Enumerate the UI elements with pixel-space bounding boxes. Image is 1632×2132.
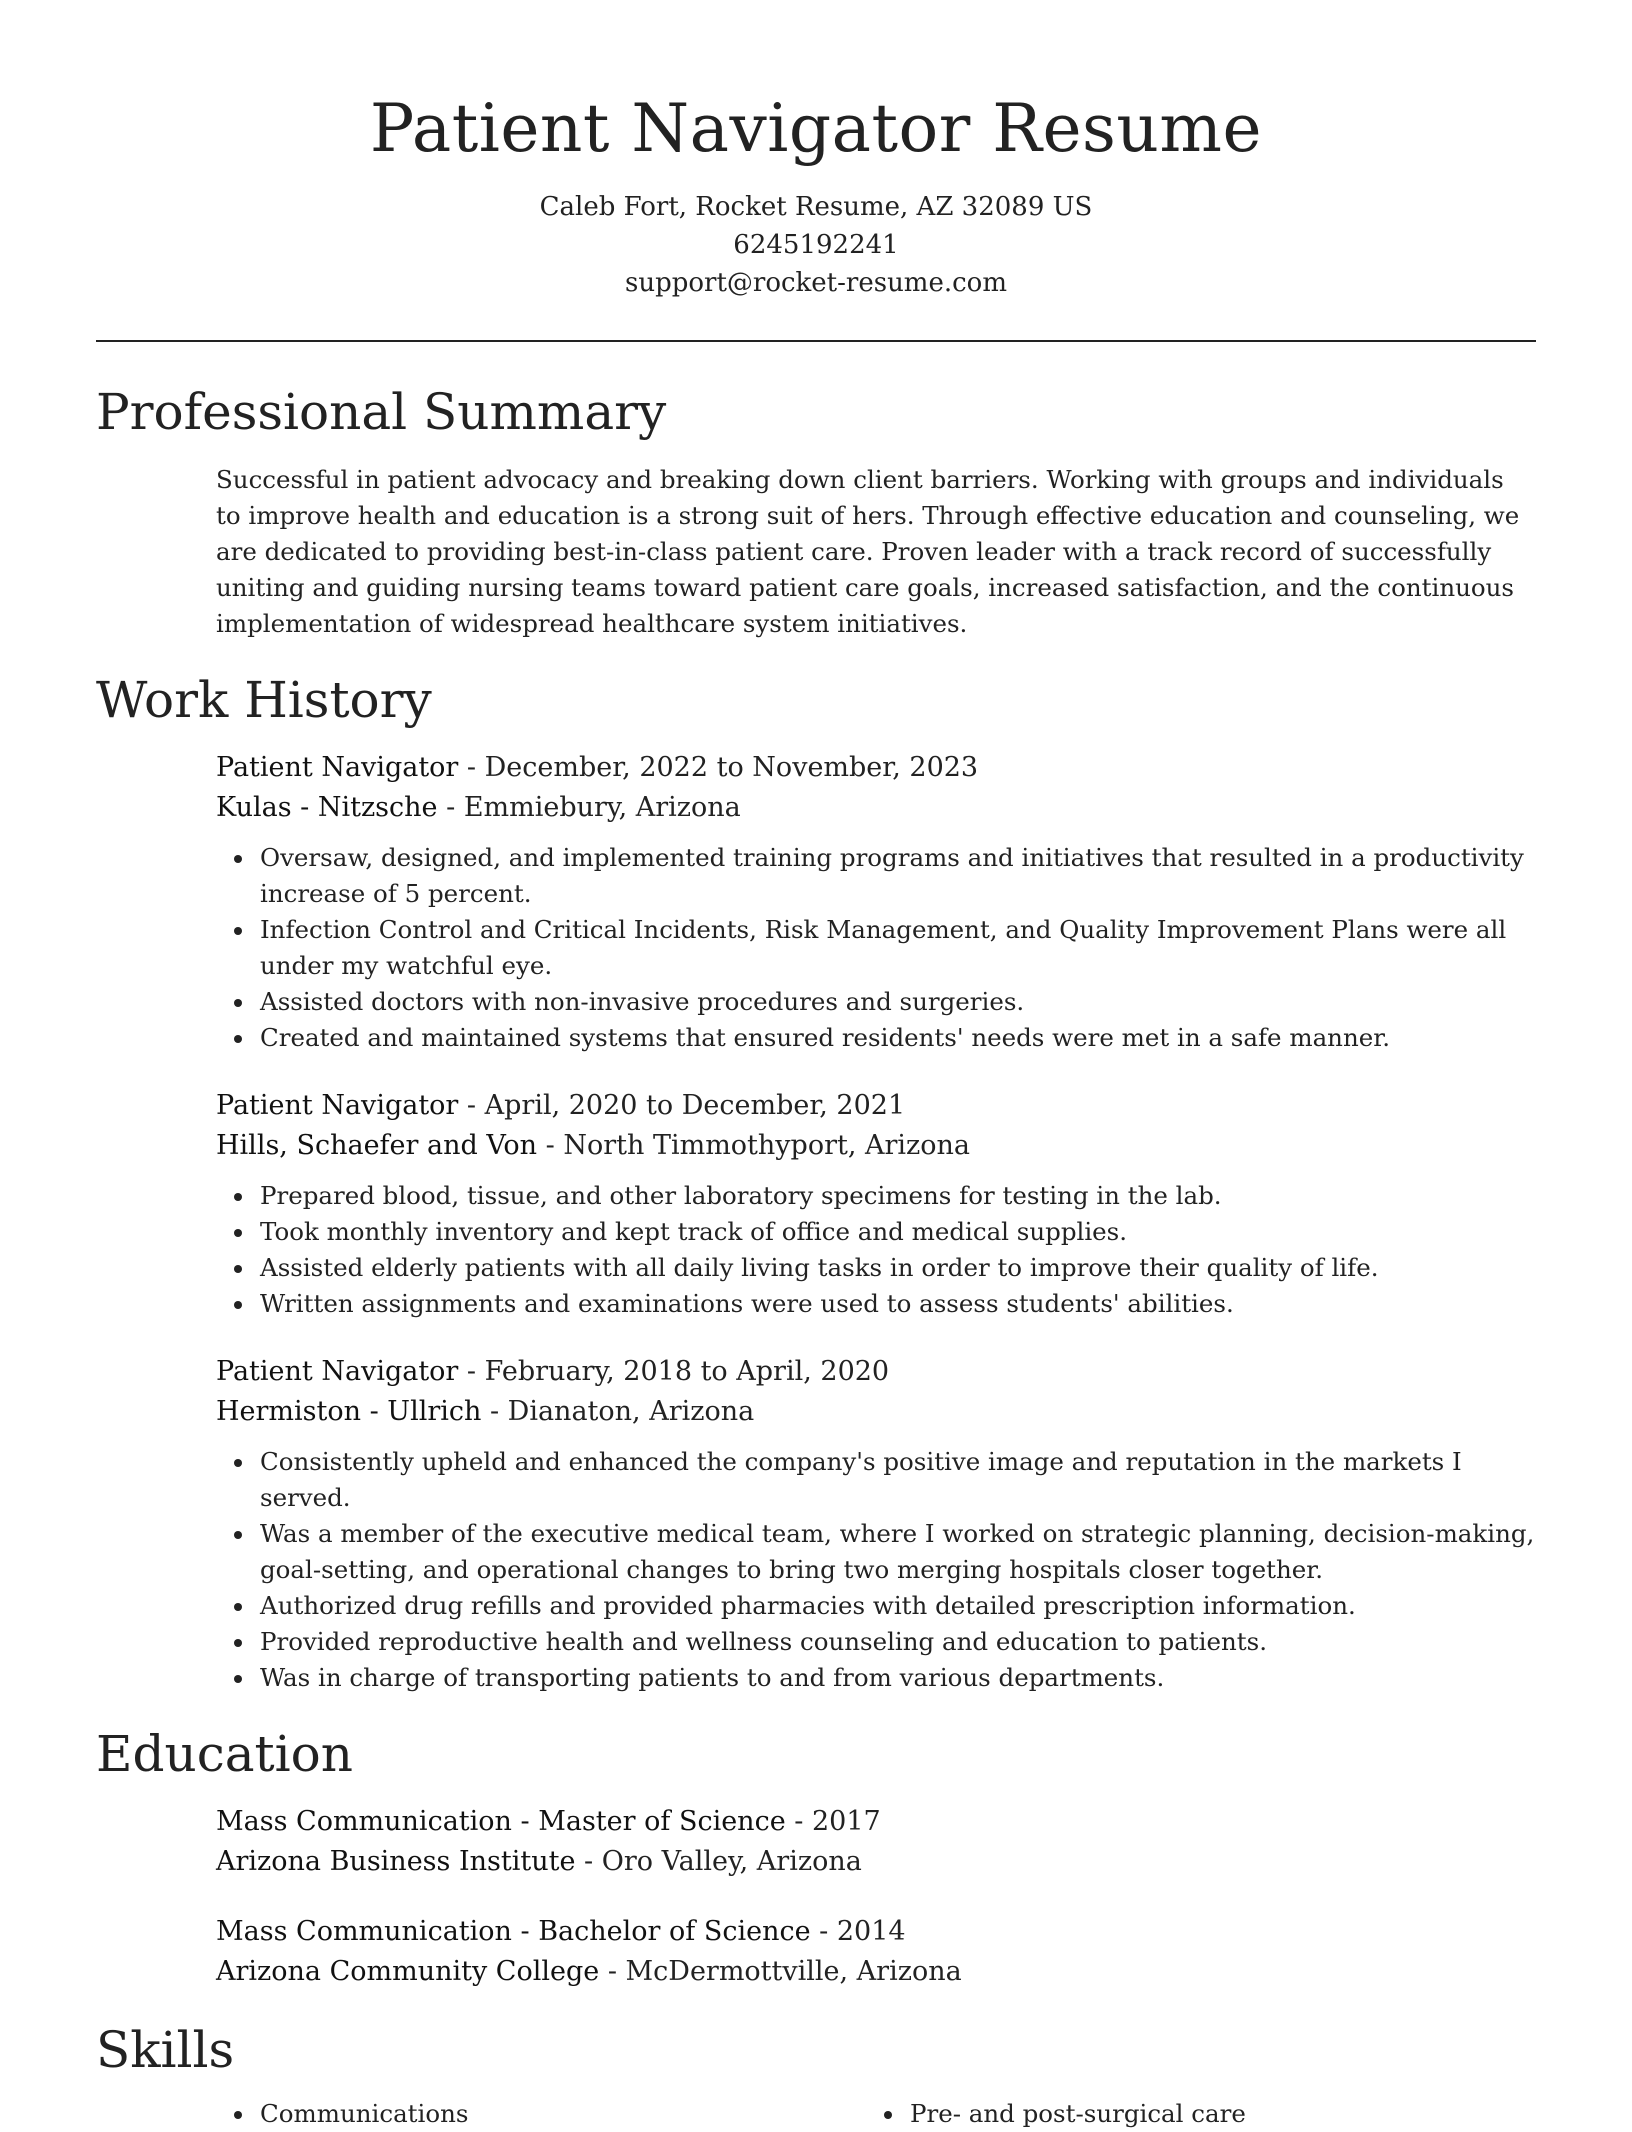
job-company: Hills, Schaefer and Von xyxy=(216,1130,538,1161)
education-entry xyxy=(216,1802,1536,1882)
job-location: - North Timmothyport, Arizona xyxy=(537,1130,971,1161)
job-bullet: Created and maintained systems that ensured residents' needs were met in a safe manner. xyxy=(260,1020,1536,1056)
job-title: Patient Navigator xyxy=(216,1356,459,1387)
school-line xyxy=(216,1842,1536,1882)
school: Arizona Business Institute xyxy=(216,1846,576,1877)
skills-list xyxy=(216,2096,1536,2132)
job-bullets xyxy=(216,1444,1536,1696)
job-company-line xyxy=(216,1392,1536,1432)
job-bullet: Assisted doctors with non-invasive procedures and surgeries. xyxy=(260,984,1536,1020)
job-entry xyxy=(216,1086,1536,1322)
education-entry xyxy=(216,1912,1536,1992)
job-bullets xyxy=(216,840,1536,1056)
job-company: Kulas - Nitzsche xyxy=(216,792,438,823)
job-bullets xyxy=(216,1178,1536,1322)
job-bullet: Prepared blood, tissue, and other laboratory specimens for testing in the lab. xyxy=(260,1178,1536,1214)
job-dates: - April, 2020 to December, 2021 xyxy=(458,1090,906,1121)
job-location: - Emmiebury, Arizona xyxy=(437,792,741,823)
job-entry xyxy=(216,1352,1536,1696)
degree-year: - 2017 xyxy=(785,1806,881,1837)
skills-heading: Skills xyxy=(96,2021,235,2079)
job-bullet: Assisted elderly patients with all daily living tasks in order to improve their quality of life. xyxy=(260,1250,1536,1286)
job-dates: - December, 2022 to November, 2023 xyxy=(458,752,979,783)
job-bullet: Oversaw, designed, and implemented training programs and initiatives that resulted in a productivity increase of 5 percent. xyxy=(260,840,1536,912)
job-dates: - February, 2018 to April, 2020 xyxy=(458,1356,890,1387)
job-title: Patient Navigator xyxy=(216,1090,459,1121)
job-bullet: Took monthly inventory and kept track of office and medical supplies. xyxy=(260,1214,1536,1250)
resume-title: Patient Navigator Resume xyxy=(369,90,1263,167)
school-location: - McDermottville, Arizona xyxy=(599,1956,962,1987)
job-bullet: Consistently upheld and enhanced the company's positive image and reputation in the markets I served. xyxy=(260,1444,1536,1516)
job-location: - Dianaton, Arizona xyxy=(481,1396,755,1427)
header-divider xyxy=(96,340,1536,342)
contact-address: Caleb Fort, Rocket Resume, AZ 32089 US xyxy=(539,192,1093,222)
degree-year: - 2014 xyxy=(810,1916,906,1947)
degree: Mass Communication - Bachelor of Science xyxy=(216,1916,811,1947)
job-bullet: Written assignments and examinations were used to assess students' abilities. xyxy=(260,1286,1536,1322)
degree-line xyxy=(216,1912,1536,1952)
job-company-line xyxy=(216,1126,1536,1166)
degree: Mass Communication - Master of Science xyxy=(216,1806,786,1837)
job-entry xyxy=(216,748,1536,1056)
contact-phone: 6245192241 xyxy=(733,230,899,260)
contact-email: support@rocket-resume.com xyxy=(624,268,1007,298)
summary-heading: Professional Summary xyxy=(96,383,667,441)
job-title: Patient Navigator xyxy=(216,752,459,783)
school-location: - Oro Valley, Arizona xyxy=(575,1846,862,1877)
job-bullet: Was in charge of transporting patients to and from various departments. xyxy=(260,1660,1536,1696)
resume-page xyxy=(96,0,1536,2132)
job-bullet: Authorized drug refills and provided pharmacies with detailed prescription information. xyxy=(260,1588,1536,1624)
contact-info xyxy=(96,188,1536,302)
skill-item: Pre- and post-surgical care xyxy=(910,2096,1516,2132)
work-history-heading: Work History xyxy=(96,671,432,729)
school: Arizona Community College xyxy=(216,1956,600,1987)
job-bullet: Was a member of the executive medical team, where I worked on strategic planning, decision-making, goal-setting, and operational changes to bring two merging hospitals closer together. xyxy=(260,1516,1536,1588)
summary-text: Successful in patient advocacy and breaking down client barriers. Working with groups and individuals to improve health and education is a strong suit of hers. Through effective education and counseling, we are dedicated to providing best-in-class patient care. Proven leader with a track record of successfully uniting and guiding nursing teams toward patient care goals, increased satisfaction, and the continuous implementation of widespread healthcare system initiatives. xyxy=(216,465,1520,638)
job-title-line xyxy=(216,1352,1536,1392)
skills-column-right xyxy=(866,2096,1516,2132)
job-company-line xyxy=(216,788,1536,828)
skills-column-left xyxy=(216,2096,866,2132)
skill-item: Communications xyxy=(260,2096,866,2132)
job-bullet: Infection Control and Critical Incidents, Risk Management, and Quality Improvement Plans were all under my watchful eye. xyxy=(260,912,1536,984)
degree-line xyxy=(216,1802,1536,1842)
education-heading: Education xyxy=(96,1725,353,1783)
job-title-line xyxy=(216,748,1536,788)
job-company: Hermiston - Ullrich xyxy=(216,1396,482,1427)
job-bullet: Provided reproductive health and wellness counseling and education to patients. xyxy=(260,1624,1536,1660)
school-line xyxy=(216,1952,1536,1992)
job-title-line xyxy=(216,1086,1536,1126)
